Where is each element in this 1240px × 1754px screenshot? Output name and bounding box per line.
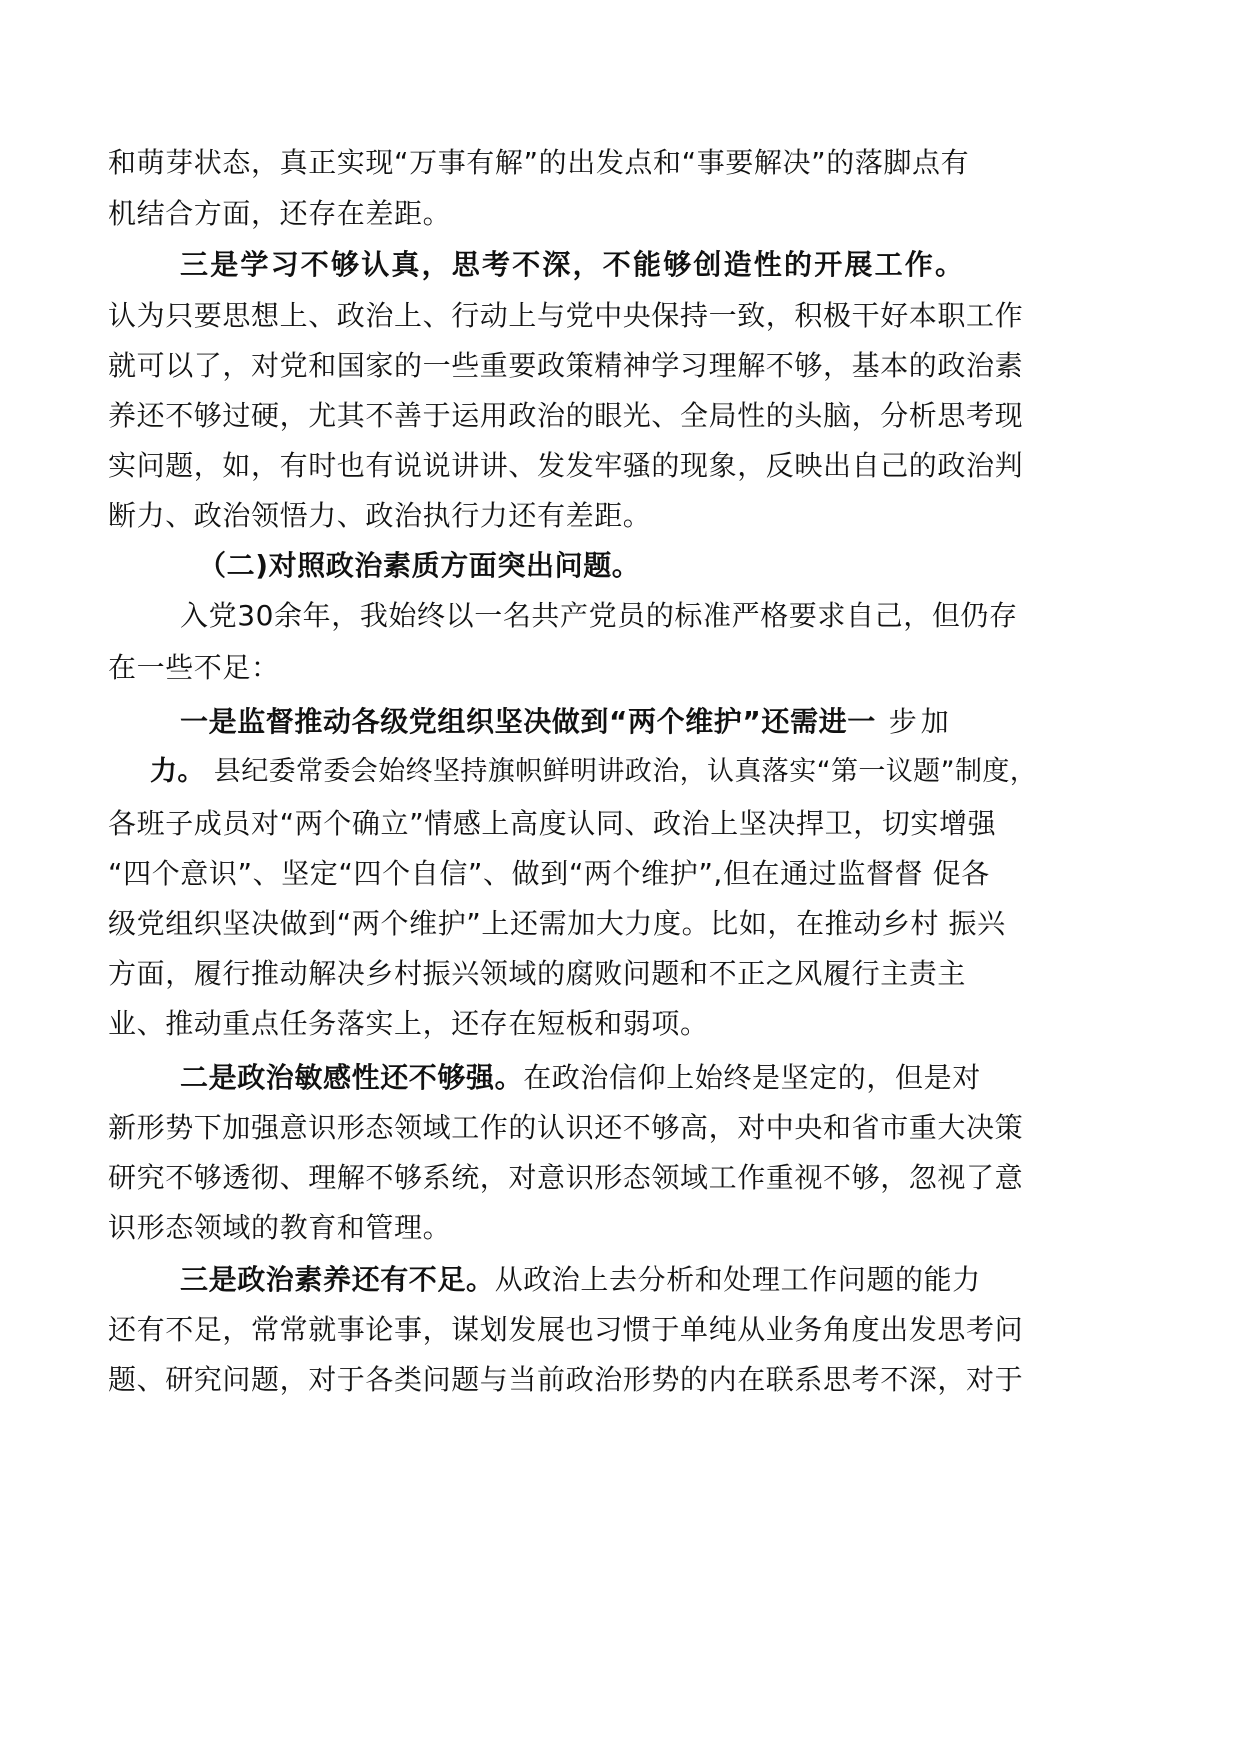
bold-run: 三是政治素养还有不足。 [180, 1263, 495, 1296]
text-line: 在一些不足： [108, 651, 280, 684]
text-run: 在政治信仰上始终是坚定的，但是对 [523, 1061, 981, 1094]
text-line: 业、推动重点任务落实上，还存在短板和弱项。 [108, 1007, 709, 1040]
mixed-line [180, 704, 953, 740]
text-line: 机结合方面，还存在差距。 [108, 197, 452, 230]
bold-run: 一是监督推动各级党组织坚决做到“两个维护”还需进一 [180, 705, 876, 738]
mixed-line [150, 754, 1037, 790]
text-line: 还有不足，常常就事论事，谋划发展也习惯于单纯从业务角度出发思考问 [108, 1313, 1024, 1346]
bold-heading: 三是学习不够认真，思考不深，不能够创造性的开展工作。 [180, 248, 966, 281]
text-line: 入党30余年，我始终以一名共产党员的标准严格要求自己，但仍存 [180, 599, 1018, 632]
section-heading: （二)对照政治素质方面突出问题。 [198, 549, 641, 582]
bold-run: 力。 [150, 756, 205, 787]
text-line: 各班子成员对“两个确立”情感上高度认同、政治上坚决捍卫，切实增强 [108, 807, 997, 840]
text-line: 识形态领域的教育和管理。 [108, 1211, 452, 1244]
text-line: 题、研究问题，对于各类问题与当前政治形势的内在联系思考不深，对于 [108, 1363, 1024, 1396]
text-line: 级党组织坚决做到“两个维护”上还需加大力度。比如，在推动乡村 振兴 [108, 907, 1006, 940]
text-line: 新形势下加强意识形态领域工作的认识还不够高，对中央和省市重大决策 [108, 1111, 1024, 1144]
text-run: 从政治上去分析和处理工作问题的能力 [494, 1263, 981, 1296]
text-line: 认为只要思想上、政治上、行动上与党中央保持一致，积极干好本职工作 [108, 299, 1024, 332]
mixed-line [180, 1262, 981, 1298]
text-line: 和萌芽状态，真正实现“万事有解”的出发点和“事要解决”的落脚点有 [108, 146, 970, 179]
bold-run: 二是政治敏感性还不够强。 [180, 1061, 524, 1094]
text-line: 养还不够过硬，尤其不善于运用政治的眼光、全局性的头脑，分析思考现 [108, 399, 1024, 432]
text-line: 实问题，如，有时也有说说讲讲、发发牢骚的现象，反映出自己的政治判 [108, 449, 1024, 482]
text-line: 就可以了，对党和国家的一些重要政策精神学习理解不够，基本的政治素 [108, 349, 1024, 382]
mixed-line [180, 1060, 981, 1096]
text-line: 研究不够透彻、理解不够系统，对意识形态领域工作重视不够，忽视了意 [108, 1161, 1024, 1194]
text-run: 县纪委常委会始终坚持旗帜鲜明讲政治，认真落实“第一议题”制度， [204, 756, 1038, 787]
text-line: “四个意识”、坚定“四个自信”、做到“两个维护”,但在通过监督督 促各 [108, 857, 990, 890]
text-run: 步加 [875, 705, 953, 738]
text-line: 断力、政治领悟力、政治执行力还有差距。 [108, 499, 652, 532]
text-line: 方面，履行推动解决乡村振兴领域的腐败问题和不正之风履行主责主 [108, 957, 967, 990]
